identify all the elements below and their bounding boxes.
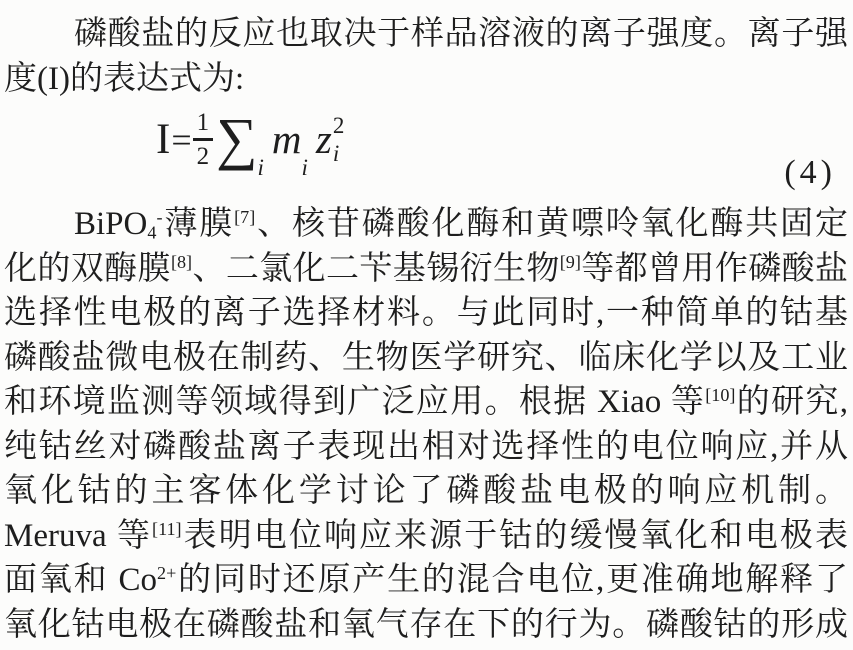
text-run: 选择性电极的离子选择材料。与此同时,一种简单的钴基 xyxy=(4,295,848,331)
subscript-run: 4 xyxy=(147,222,157,243)
text-line xyxy=(4,425,848,470)
z-scripts xyxy=(333,114,345,165)
text-run: BiPO xyxy=(74,206,148,242)
superscript-run: [11] xyxy=(152,518,182,539)
text-run: 、二氯化二苄基锡衍生物 xyxy=(192,250,560,287)
formula-variable-I: I xyxy=(156,116,171,163)
text-run: 面氧和 Co xyxy=(4,562,158,598)
ionic-strength-formula xyxy=(156,106,345,180)
text-line xyxy=(4,291,848,336)
text-line xyxy=(4,202,848,247)
text-run: 和环境监测等领域得到广泛应用。根据 Xiao 等 xyxy=(4,384,706,420)
text-line xyxy=(4,12,848,57)
superscript-run: [9] xyxy=(559,251,581,272)
text-run: 氧化钴的主客体化学讨论了磷酸盐电极的响应机制。 xyxy=(4,473,848,509)
formula-variable-m: m xyxy=(271,116,302,162)
summation-symbol: ∑ xyxy=(216,106,258,172)
equation-number: (4) xyxy=(784,154,836,191)
text-run: 纯钴丝对磷酸盐离子表现出相对选择性的电位响应,并从 xyxy=(4,428,848,465)
equation-block xyxy=(4,104,848,198)
text-run: 的同时还原产生的混合电位,更准确地解释了 xyxy=(176,562,848,598)
m-subscript: i xyxy=(301,155,308,180)
text-run: 磷酸盐的反应也取决于样品溶液的离子强度。离子强 xyxy=(74,16,848,52)
superscript-run: 2+ xyxy=(157,563,177,584)
fraction-numerator: 1 xyxy=(196,109,210,136)
text-line xyxy=(4,57,848,102)
text-run: Meruva 等 xyxy=(4,517,153,554)
paragraph-body xyxy=(4,202,848,647)
paragraph-intro xyxy=(4,12,848,102)
text-run: 等都曾用作磷酸盐 xyxy=(580,250,848,287)
superscript-run: [10] xyxy=(705,385,736,406)
fraction-one-half xyxy=(193,110,214,169)
superscript-run: [8] xyxy=(170,251,193,272)
formula-variable-z: z xyxy=(315,116,332,162)
text-line xyxy=(4,380,848,425)
text-line xyxy=(4,558,848,603)
fraction-denominator: 2 xyxy=(193,138,214,169)
text-run: 、核苷磷酸化酶和黄嘌呤氧化酶共固定 xyxy=(255,206,848,242)
text-run: 氧化钴电极在磷酸盐和氧气存在下的行为。磷酸钴的形成 xyxy=(4,606,848,643)
text-run: 的研究, xyxy=(735,384,848,420)
text-line xyxy=(4,469,848,514)
text-run: 度(I)的表达式为: xyxy=(4,61,245,97)
summation-index: i xyxy=(257,155,264,180)
text-run: 化的双酶膜 xyxy=(4,250,171,287)
text-line xyxy=(4,603,848,648)
superscript-run: [7] xyxy=(234,207,256,228)
z-superscript: 2 xyxy=(332,113,345,138)
text-run: 磷酸盐微电极在制药、生物医学研究、临床化学以及工业 xyxy=(4,339,848,376)
z-subscript: i xyxy=(332,141,340,166)
superscript-run: - xyxy=(156,207,163,228)
text-line xyxy=(4,247,848,292)
text-run: 薄膜 xyxy=(162,206,235,242)
text-line xyxy=(4,336,848,381)
equals-sign: = xyxy=(171,119,192,160)
text-line xyxy=(4,514,848,559)
text-run: 表明电位响应来源于钴的缓慢氧化和电极表 xyxy=(181,517,848,554)
